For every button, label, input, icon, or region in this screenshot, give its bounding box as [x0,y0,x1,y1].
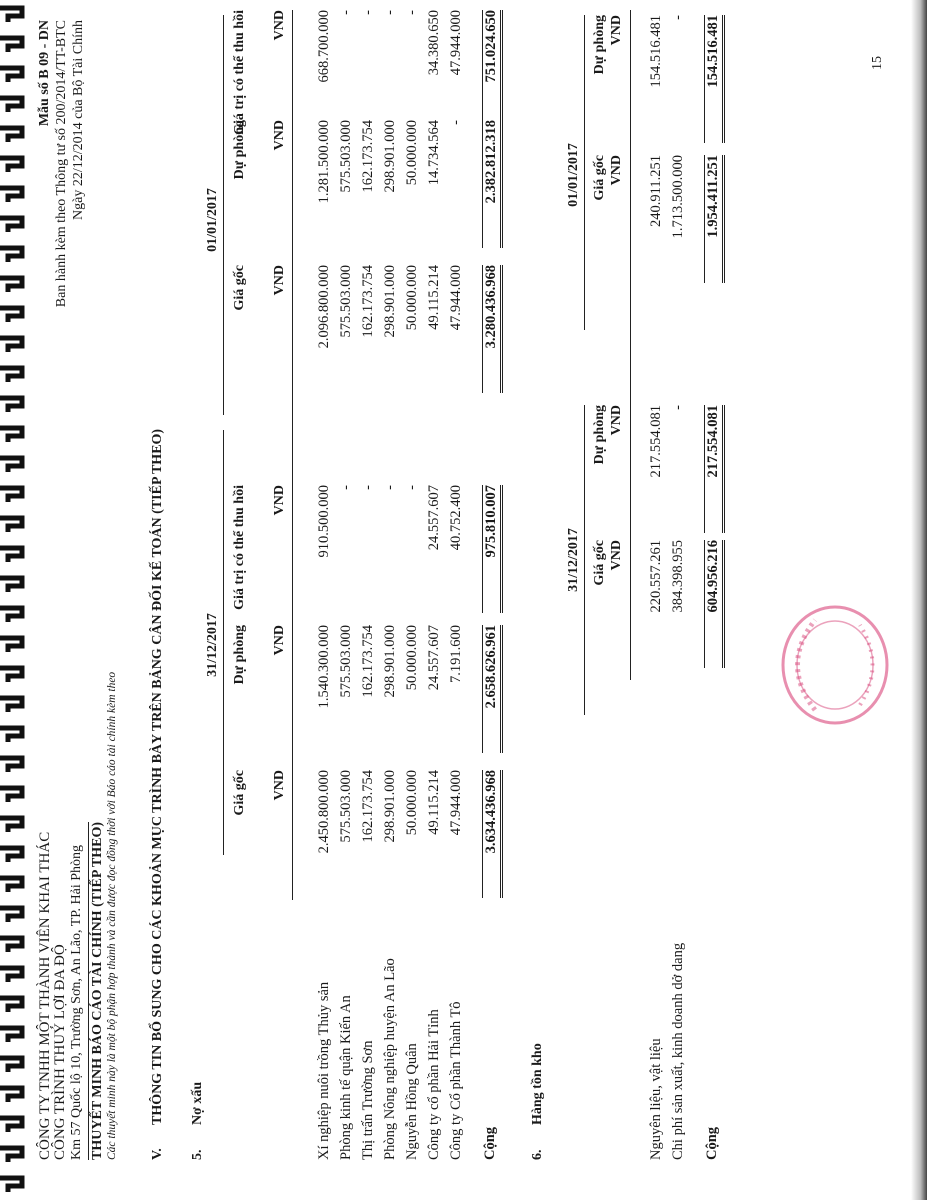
bad-debt-total-cell: 3.280.436.968 [482,265,503,393]
inventory-header-rule [630,10,631,680]
bad-debt-cell: 50.000.000 [404,265,420,331]
bad-debt-col-unit-3: VND [272,265,287,296]
bad-debt-cell: 298.901.000 [382,120,398,193]
bad-debt-cell: - [338,10,354,15]
inventory-row-label: Nguyên liệu, vật liệu [648,1038,664,1160]
bad-debt-col-unit-0: VND [272,770,287,801]
bad-debt-cell: 47.944.000 [448,770,464,836]
bad-debt-cell: 14.734.564 [426,120,442,186]
bad-debt-col-unit-2: VND [272,485,287,516]
bad-debt-row-label: Công ty cổ phần Hải Tỉnh [426,1009,442,1160]
circular-text: Ban hành kèm theo Thông tư số 200/2014/TT-BTC [54,20,69,308]
bad-debt-number: 5. [190,1149,205,1160]
bad-debt-cell: - [382,10,398,15]
company-stamp [775,600,895,730]
bad-debt-cell: 50.000.000 [404,625,420,691]
bad-debt-cell: 34.380.650 [426,10,442,76]
page-number: 15 [870,56,885,70]
bad-debt-total-cell: 3.634.436.968 [482,770,503,898]
bad-debt-cell: 50.000.000 [404,770,420,836]
bad-debt-total-cell: 975.810.007 [482,485,503,613]
bad-debt-total-label: Cộng [482,1126,498,1160]
bad-debt-cell: 1.281.500.000 [316,120,332,204]
bad-debt-cell: 49.115.214 [426,770,442,835]
company-name: CÔNG TY TNHH MỘT THÀNH VIÊN KHAI THÁC [37,831,53,1160]
bad-debt-cell: - [360,485,376,490]
inventory-cell: 1.713.500.000 [670,155,686,239]
bad-debt-cell: - [382,485,398,490]
period-2-underline [223,15,224,415]
bad-debt-total-cell: 2.382.812.318 [482,120,503,248]
inventory-col-unit-2: VND [609,155,624,186]
bad-debt-row-label: Nguyễn Hồng Quân [404,1043,420,1160]
bad-debt-row-label: Công ty Cổ phần Thành Tô [448,1001,464,1160]
inventory-col-header-0: Giá gốc [592,540,607,586]
bad-debt-cell: 575.503.000 [338,120,354,193]
inventory-cell: 154.516.481 [648,15,664,88]
bad-debt-cell: - [404,10,420,15]
inventory-total-cell: 604.956.216 [704,540,725,668]
inventory-title: Hàng tồn kho [530,1043,545,1125]
inventory-number: 6. [530,1149,545,1160]
bad-debt-cell: 298.901.000 [382,770,398,843]
inventory-total-label: Cộng [704,1126,720,1160]
inventory-col-unit-0: VND [609,540,624,571]
inventory-col-header-2: Giá gốc [592,155,607,201]
inventory-total-cell: 217.554.081 [704,405,725,533]
bad-debt-col-unit-5: VND [272,10,287,41]
bad-debt-cell: - [404,485,420,490]
bad-debt-row-label: Thị trấn Trường Sơn [360,1040,376,1160]
bad-debt-cell: 910.500.000 [316,485,332,558]
bad-debt-period-2: 01/01/2017 [205,188,220,252]
bad-debt-title: Nợ xấu [190,1081,205,1125]
period-1-underline [223,430,224,855]
bad-debt-cell: 2.450.800.000 [316,770,332,854]
bad-debt-col-header-0: Giá gốc [232,770,247,816]
inventory-col-header-1: Dự phòng [592,405,607,465]
bad-debt-col-unit-1: VND [272,625,287,656]
inventory-total-cell: 1.954.411.251 [704,155,725,283]
bad-debt-col-header-4: Dự phòng [232,120,247,180]
bad-debt-col-header-1: Dự phòng [232,625,247,685]
bad-debt-cell: - [448,120,464,125]
inventory-cell: 217.554.081 [648,405,664,478]
inventory-period-2: 01/01/2017 [566,143,581,207]
bad-debt-cell: 298.901.000 [382,265,398,338]
inventory-cell: 220.557.261 [648,540,664,613]
inventory-col-header-3: Dự phòng [592,15,607,75]
company-name-2: CÔNG TRÌNH THUỶ LỢI ĐA ĐỘ [52,944,68,1160]
bad-debt-cell: - [360,10,376,15]
bad-debt-cell: 575.503.000 [338,770,354,843]
bad-debt-row-label: Phòng Nông nghiệp huyện An Lão [382,958,398,1160]
bad-debt-cell: 47.944.000 [448,10,464,76]
form-number: Mẫu số B 09 - DN [37,20,52,127]
bad-debt-period-1: 31/12/2017 [205,613,220,677]
bad-debt-total-cell: 751.024.650 [482,10,503,138]
inv-period-2-underline [584,15,585,330]
bad-debt-cell: 575.503.000 [338,265,354,338]
bad-debt-cell: 668.700.000 [316,10,332,83]
bad-debt-row-label: Phòng kinh tế quận Kiến An [338,995,354,1160]
inventory-cell: - [670,15,686,20]
bad-debt-col-header-5: Giá trị có thể thu hồi [232,10,247,135]
bad-debt-cell: - [338,485,354,490]
inventory-cell: - [670,405,686,410]
bad-debt-cell: 162.173.754 [360,120,376,193]
inv-period-1-underline [584,405,585,715]
bad-debt-cell: 40.752.400 [448,485,464,551]
bad-debt-total-cell: 2.658.626.961 [482,625,503,753]
inventory-cell: 240.911.251 [648,155,664,227]
bad-debt-cell: 7.191.600 [448,625,464,683]
bad-debt-cell: 162.173.754 [360,265,376,338]
inventory-col-unit-3: VND [609,15,624,46]
bad-debt-cell: 49.115.214 [426,265,442,330]
bad-debt-cell: 50.000.000 [404,120,420,186]
bad-debt-cell: 298.901.000 [382,625,398,698]
section-title: THÔNG TIN BỔ SUNG CHO CÁC KHOẢN MỤC TRÌNH BÀY TRÊN BẢNG CÂN ĐỐI KẾ TOÁN (TIẾP THEO) [150,428,165,1125]
bad-debt-col-header-3: Giá gốc [232,265,247,311]
inventory-cell: 384.398.955 [670,540,686,613]
inventory-row-label: Chi phí sản xuất, kinh doanh dở dang [670,942,686,1160]
inventory-period-1: 31/12/2017 [566,528,581,592]
bad-debt-cell: 1.540.300.000 [316,625,332,709]
bad-debt-cell: 24.557.607 [426,625,442,691]
report-note: Các thuyết minh này là một bộ phận hợp thành và cần được đọc đồng thời với Báo cáo tài chính kèm theo [106,671,118,1160]
section-number: V. [150,1148,165,1160]
inventory-total-cell: 154.516.481 [704,15,725,143]
bad-debt-header-rule [292,10,293,900]
bad-debt-cell: 162.173.754 [360,770,376,843]
bad-debt-cell: 162.173.754 [360,625,376,698]
bad-debt-cell: 24.557.607 [426,485,442,551]
company-address: Km 57 Quốc lộ 10, Trường Sơn, An Lão, TP. Hải Phòng [69,845,84,1160]
bad-debt-row-label: Xí nghiệp nuôi trồng Thủy sản [316,981,332,1160]
bad-debt-cell: 2.096.800.000 [316,265,332,349]
bad-debt-col-header-2: Giá trị có thể thu hồi [232,485,247,610]
inventory-col-unit-1: VND [609,405,624,436]
report-title: THUYẾT MINH BÁO CÁO TÀI CHÍNH (TIẾP THEO) [90,821,105,1160]
bad-debt-col-unit-4: VND [272,120,287,151]
bad-debt-cell: 47.944.000 [448,265,464,331]
circular-date: Ngày 22/12/2014 của Bộ Tài Chính [71,20,86,220]
bad-debt-cell: 575.503.000 [338,625,354,698]
